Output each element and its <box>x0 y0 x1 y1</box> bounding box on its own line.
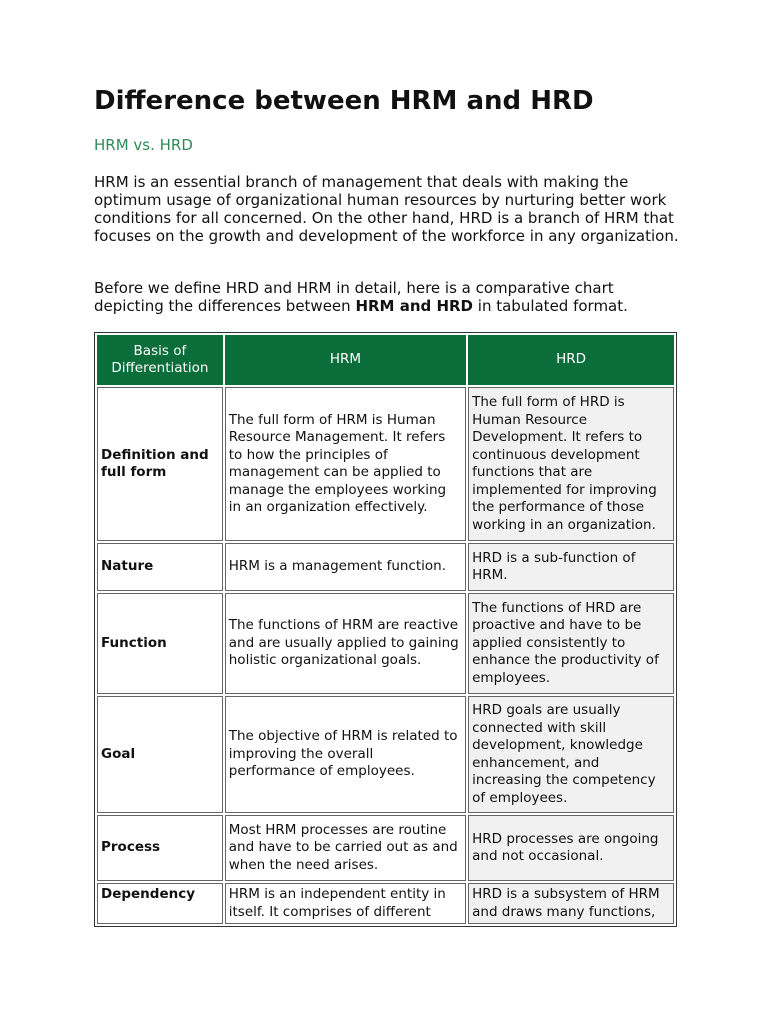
hrm-cell: The objective of HRM is related to improving the overall performance of employees. <box>225 696 466 813</box>
intro-paragraph: HRM is an essential branch of management that deals with making the optimum usage of organizational human resources by nurturing better work conditions for all concerned. On the other hand, HRD is a branch of HRM that focuses on the growth and development of the workforce in any organization. <box>94 173 679 245</box>
before-paragraph <box>94 279 684 315</box>
hrd-cell <box>468 883 674 924</box>
basis-cell: Function <box>97 593 223 694</box>
header-hrm: HRM <box>225 335 466 385</box>
basis-cell: Process <box>97 815 223 881</box>
hrm-cell <box>225 883 466 924</box>
basis-cell <box>97 883 223 924</box>
hrd-cell: The full form of HRD is Human Resource Development. It refers to continuous development functions that are implemented for improving the performance of those working in an organization. <box>468 387 674 541</box>
table-row <box>97 815 674 881</box>
basis-cell: Definition and full form <box>97 387 223 541</box>
table-row <box>97 387 674 541</box>
page-subtitle: HRM vs. HRD <box>94 136 193 154</box>
hrd-cell: HRD goals are usually connected with skill development, knowledge enhancement, and increasing the competency of employees. <box>468 696 674 813</box>
hrd-cell: HRD processes are ongoing and not occasional. <box>468 815 674 881</box>
header-basis: Basis of Differentiation <box>97 335 223 385</box>
table-row <box>97 696 674 813</box>
table-row <box>97 593 674 694</box>
before-text-start: Before we define HRD and HRM in detail, here is a comparative chart depicting the differences between <box>94 279 614 315</box>
basis-cell: Goal <box>97 696 223 813</box>
page-title: Difference between HRM and HRD <box>94 86 594 116</box>
hrm-cell: HRM is a management function. <box>225 543 466 591</box>
table-row <box>97 543 674 591</box>
before-text-bold: HRM and HRD <box>355 297 474 315</box>
header-hrd: HRD <box>468 335 674 385</box>
table-row <box>97 883 674 924</box>
hrm-cell-text: HRM is an independent entity in itself. It comprises of different <box>228 886 446 920</box>
basis-cell-text: Dependency <box>101 886 196 902</box>
hrm-cell: The functions of HRM are reactive and are usually applied to gaining holistic organizational goals. <box>225 593 466 694</box>
before-text-end: in tabulated format. <box>473 297 628 315</box>
hrm-cell: Most HRM processes are routine and have to be carried out as and when the need arises. <box>225 815 466 881</box>
comparison-table <box>94 332 677 927</box>
basis-cell: Nature <box>97 543 223 591</box>
hrd-cell: The functions of HRD are proactive and have to be applied consistently to enhance the productivity of employees. <box>468 593 674 694</box>
hrm-cell: The full form of HRM is Human Resource Management. It refers to how the principles of management can be applied to manage the employees working in an organization effectively. <box>225 387 466 541</box>
hrd-cell: HRD is a sub-function of HRM. <box>468 543 674 591</box>
hrd-cell-text: HRD is a subsystem of HRM and draws many functions, <box>472 886 660 920</box>
table-header-row <box>97 335 674 385</box>
